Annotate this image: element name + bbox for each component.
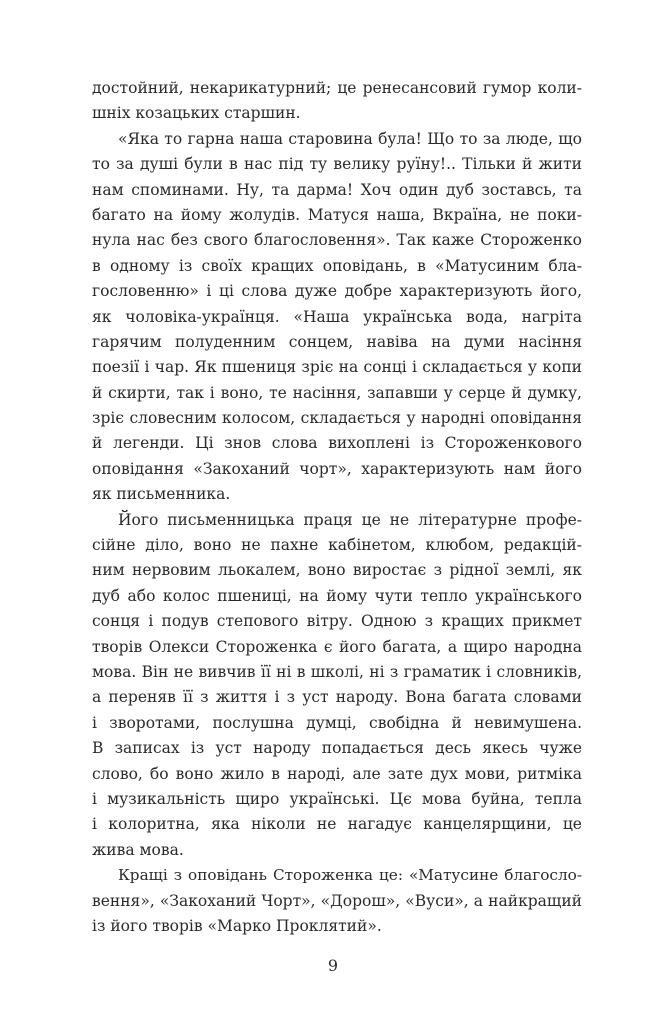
text-line: жива мова. bbox=[92, 840, 184, 859]
text-line: то за душі були в нас під ту велику руїну!.. Тільки й жити bbox=[92, 155, 582, 174]
text-line: шніх козацьких старшин. bbox=[92, 104, 301, 123]
text-line: гарячим полуденним сонцем, навіва на думи насіння bbox=[92, 332, 582, 351]
text-line: гословенню» і ці слова дуже добре характеризують його, bbox=[92, 282, 582, 301]
page-number: 9 bbox=[327, 956, 339, 975]
text-line: В записах із уст народу попадається десь якесь чуже bbox=[92, 739, 582, 758]
text-line: мова. Він не вивчив її ні в школі, ні з граматик і словників, bbox=[92, 662, 582, 681]
text-line: слово, бо воно жило в народі, але зате дух мови, ритміка bbox=[92, 764, 582, 783]
text-line: й скирти, так і воно, те насіння, запавши у серце й думку, bbox=[92, 383, 582, 402]
text-line: достойний, некарикатурний; це ренесансовий гумор коли- bbox=[92, 79, 582, 97]
text-line: Кращі з оповідань Стороженка це: «Матусине благосло- bbox=[118, 866, 582, 885]
text-line: Його письменницька праця це не літературне профе- bbox=[118, 510, 582, 529]
text-line: вення», «Закоханий Чорт», «Дорош», «Вуси», а найкращий bbox=[92, 891, 582, 910]
text-line: як чоловіка-українця. «Наша українська вода, нагріта bbox=[92, 307, 582, 326]
text-line: нула нас без свого благословення». Так каже Стороженко bbox=[92, 231, 582, 250]
text-line: і колоритна, яка ніколи не нагадує канцелярщини, це bbox=[92, 815, 582, 834]
text-line: із його творів «Марко Проклятий». bbox=[92, 916, 382, 935]
text-line: нам споминами. Ну, та дарма! Хоч один дуб зоставсь, та bbox=[92, 180, 582, 199]
text-line: зріє словесним колосом, складається у народні оповідання bbox=[92, 409, 582, 428]
text-line: як письменника. bbox=[92, 485, 231, 504]
text-line: і зворотами, послушна думці, свобідна й невимушена. bbox=[92, 713, 582, 732]
text-line: ним нервовим льокалем, воно виростає з рідної землі, як bbox=[92, 561, 582, 580]
page-body bbox=[92, 76, 582, 939]
text-line: творів Олекси Стороженка є його багата, а щиро народна bbox=[92, 637, 582, 656]
text-line: сонця і подув степового вітру. Одною з кращих прикмет bbox=[92, 612, 582, 631]
text-line: а переняв її з життя і з уст народу. Вона багата словами bbox=[92, 688, 582, 707]
text-line: поезії і чар. Як пшениця зріє на сонці і складається у копи bbox=[92, 358, 582, 377]
text-line: в одному із своїх кращих оповідань, в «Матусиним бла- bbox=[92, 256, 582, 275]
text-line: й легенди. Ці знов слова вихоплені із Стороженкового bbox=[92, 434, 582, 453]
text-line: дуб або колос пшениці, на йому чути тепло українського bbox=[92, 586, 582, 605]
text-line: багато на йому жолудів. Матуся наша, Вкраїна, не поки- bbox=[92, 205, 582, 224]
text-line: «Яка то гарна наша старовина була! Що то за люде, що bbox=[118, 129, 582, 148]
text-line: і музикальність щиро українські. Цє мова буйна, тепла bbox=[92, 789, 582, 808]
text-line: сійне діло, воно не пахне кабінетом, клюбом, редакцій- bbox=[92, 536, 582, 555]
text-line: оповідання «Закоханий чорт», характеризують нам його bbox=[92, 459, 582, 478]
